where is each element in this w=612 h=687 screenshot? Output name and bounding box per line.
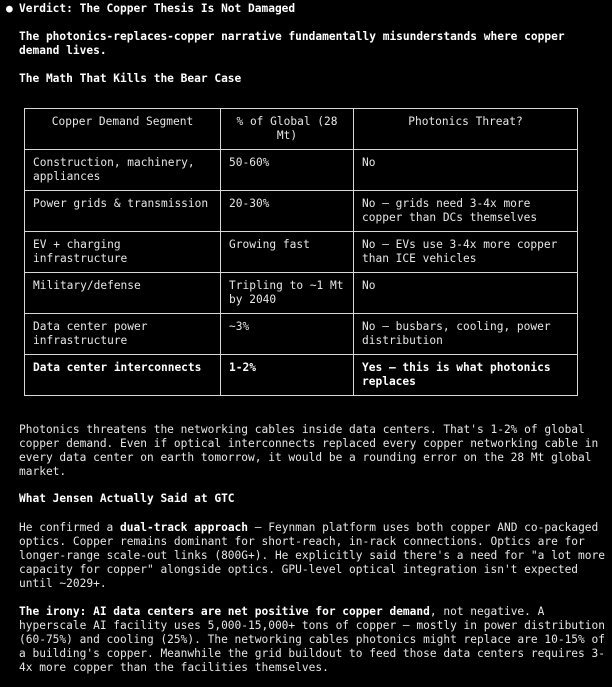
table-header-cell: Photonics Threat? <box>354 109 578 150</box>
table-cell-segment: Power grids & transmission <box>25 191 221 232</box>
irony-emphasis: AI data centers are net positive for copper demand <box>93 605 430 618</box>
table-cell-threat: No <box>354 150 578 191</box>
intro-text: The photonics-replaces-copper narrative fundamentally misunderstands where copper demand lives. <box>19 30 565 57</box>
table-row <box>25 232 578 273</box>
verdict-title: Verdict: The Copper Thesis Is Not Damaged <box>19 2 296 15</box>
table-cell-threat: No <box>354 273 578 314</box>
table-row <box>25 150 578 191</box>
irony-paragraph <box>19 605 609 675</box>
table-cell-segment: Military/defense <box>25 273 221 314</box>
section-heading-jensen: What Jensen Actually Said at GTC <box>19 492 235 505</box>
table-row <box>25 273 578 314</box>
bullet-icon: ● <box>6 2 13 15</box>
jensen-paragraph <box>19 521 609 591</box>
table-cell-share: 20-30% <box>221 191 354 232</box>
table-cell-share: Tripling to ~1 Mt by 2040 <box>221 273 354 314</box>
table-header-cell: % of Global (28 Mt) <box>221 109 354 150</box>
table-row <box>25 191 578 232</box>
photonics-paragraph: Photonics threatens the networking cables inside data centers. That's 1-2% of global copper demand. Even if optical interconnects replaced every copper networking cable in every data center on earth tomorrow, it would be a rounding error on the 28 Mt global market. <box>19 423 599 478</box>
table-row <box>25 314 578 355</box>
table-row-highlighted <box>25 355 578 396</box>
table-cell-threat: No — busbars, cooling, power distribution <box>354 314 578 355</box>
table-cell-threat: No — grids need 3-4x more copper than DCs themselves <box>354 191 578 232</box>
table-cell-threat: Yes — this is what photonics replaces <box>354 355 578 396</box>
table-cell-segment: Data center power infrastructure <box>25 314 221 355</box>
table-cell-share: Growing fast <box>221 232 354 273</box>
jensen-text-pre: He confirmed a <box>19 521 121 534</box>
verdict-header <box>6 2 295 16</box>
table-header-cell: Copper Demand Segment <box>25 109 221 150</box>
table-cell-segment: Construction, machinery, appliances <box>25 150 221 191</box>
table-header-row <box>25 109 578 150</box>
table-cell-share: 1-2% <box>221 355 354 396</box>
irony-label: The irony: <box>19 605 94 618</box>
table-cell-threat: No — EVs use 3-4x more copper than ICE vehicles <box>354 232 578 273</box>
jensen-text-post: — Feynman platform uses both copper AND co-packaged optics. Copper remains dominant for short-reach, in-rack connections. Optics are for longer-range scale-out links (800G+). He explicitly said there's a need for "a lot more capacity for copper" alongside optics. GPU-level optical integration isn't expected until ~2029+. <box>19 521 605 590</box>
table-cell-share: ~3% <box>221 314 354 355</box>
section-heading-math: The Math That Kills the Bear Case <box>19 72 242 85</box>
copper-demand-table <box>24 108 578 396</box>
table-cell-segment: Data center interconnects <box>25 355 221 396</box>
table-cell-share: 50-60% <box>221 150 354 191</box>
irony-text-post: , not negative. A hyperscale AI facility uses 5,000-15,000+ tons of copper — mostly in power distribution (60-75%) and cooling (25%). The networking cables photonics might replace are 10-15% of a building's copper. Meanwhile the grid buildout to feed those data centers requires 3-4x more copper than the facilities themselves. <box>19 605 605 674</box>
dual-track-emphasis: dual-track approach <box>120 521 249 534</box>
table-cell-segment: EV + charging infrastructure <box>25 232 221 273</box>
